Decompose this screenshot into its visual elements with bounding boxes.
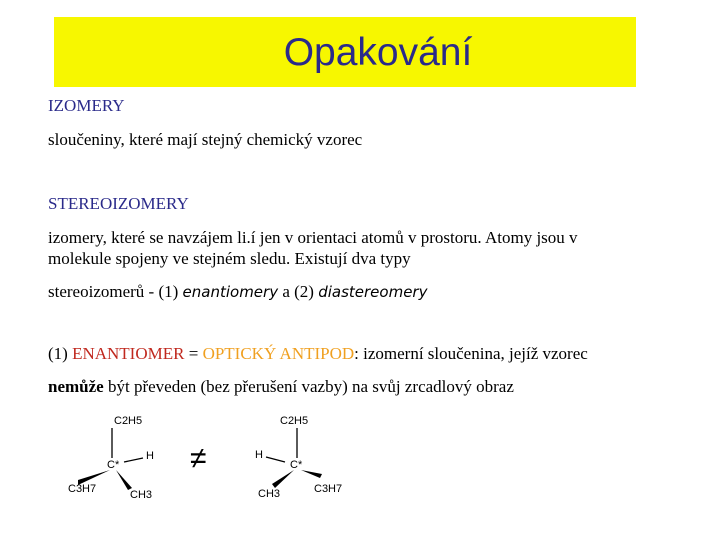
enantiomer-term: ENANTIOMER xyxy=(72,344,185,363)
stereoizomery-definition-line2: molekule spojeny ve stejném sledu. Existují dva typy xyxy=(48,249,411,268)
left-wedge-bottom-right xyxy=(116,470,132,490)
types-mid: a (2) xyxy=(278,282,319,301)
slide-title: Opakování xyxy=(283,31,473,74)
type-diastereomery: diastereomery xyxy=(318,283,428,301)
left-top-group: C2H5 xyxy=(114,415,143,427)
right-top-group: C2H5 xyxy=(280,415,309,427)
left-bond-right xyxy=(124,458,143,462)
right-center-carbon: C* xyxy=(290,459,303,471)
enantiomer-prefix: (1) xyxy=(48,344,73,363)
izomery-definition: sloučeniny, které mají stejný chemický vzorec xyxy=(48,130,363,149)
left-bottom-left-group: C3H7 xyxy=(68,483,97,495)
opticky-antipod-term: OPTICKÝ ANTIPOD xyxy=(202,344,355,363)
left-center-carbon: C* xyxy=(107,459,120,471)
stereoizomery-definition-line1: izomery, které se navzájem li.í jen v orientaci atomů v prostoru. Atomy jsou v xyxy=(48,228,578,247)
left-right-atom: H xyxy=(146,450,154,462)
right-left-atom: H xyxy=(255,449,263,461)
right-bottom-right-group: C3H7 xyxy=(314,483,343,495)
right-wedge-bottom-right xyxy=(301,470,322,478)
izomery-heading: IZOMERY xyxy=(48,96,125,115)
molecule-left xyxy=(68,415,154,501)
not-equal-icon: ≠ xyxy=(190,442,207,475)
type-enantiomery: enantiomery xyxy=(182,283,279,301)
enantiomer-rest: : izomerní sloučenina, jejíž vzorec xyxy=(354,344,588,363)
equals-sign: = xyxy=(184,344,203,363)
left-bottom-right-group: CH3 xyxy=(130,489,153,501)
right-bond-left xyxy=(266,457,285,462)
molecule-right xyxy=(255,415,342,500)
types-prefix: stereoizomerů - (1) xyxy=(48,282,183,301)
right-wedge-bottom-left xyxy=(272,470,294,488)
nemuze-word: nemůže xyxy=(48,377,104,396)
right-bottom-left-group: CH3 xyxy=(258,488,281,500)
stereoizomery-heading: STEREOIZOMERY xyxy=(48,194,189,213)
enantiomer-rest-line2: být převeden (bez přerušení vazby) na svůj zrcadlový obraz xyxy=(103,377,514,396)
